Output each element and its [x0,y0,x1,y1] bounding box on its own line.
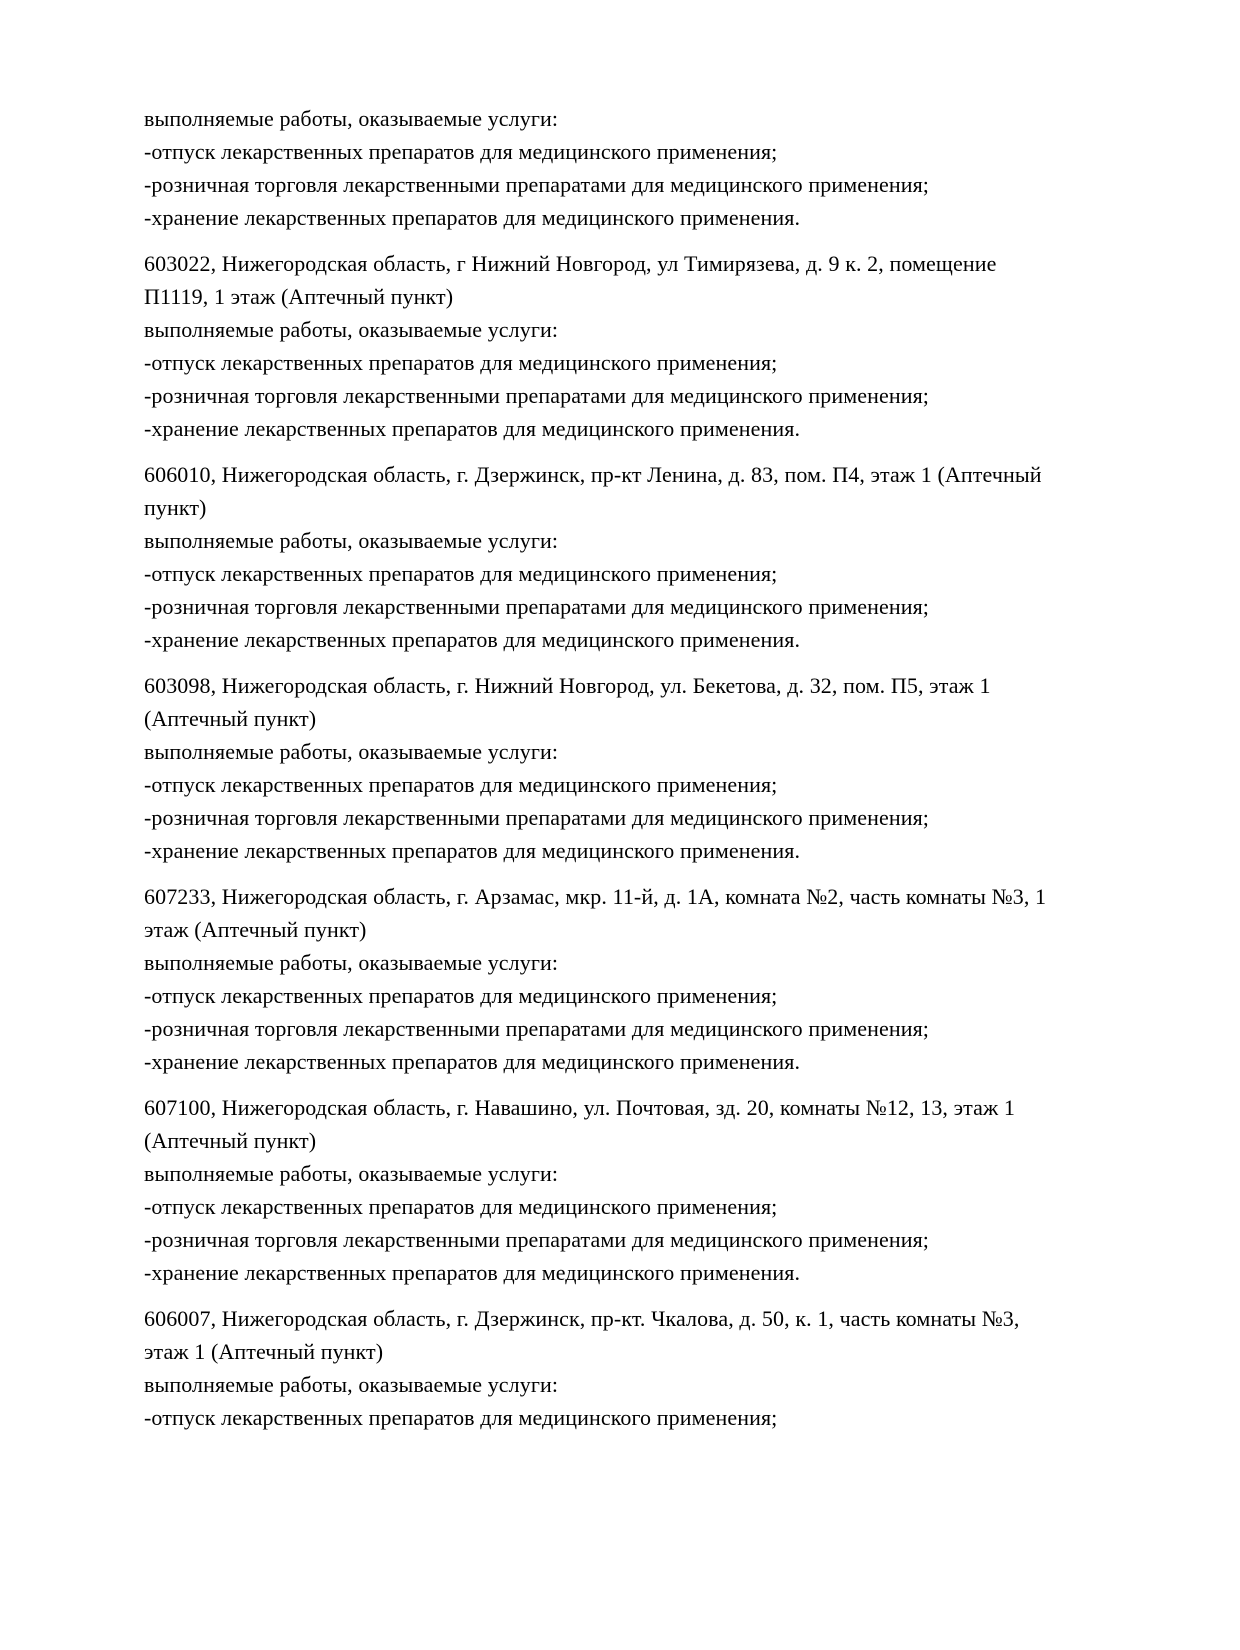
address-line: этаж (Аптечный пункт) [144,917,367,942]
service-item: -хранение лекарственных препаратов для медицинского применения. [144,1260,801,1285]
service-item: -отпуск лекарственных препаратов для медицинского применения; [144,983,778,1008]
service-item: -хранение лекарственных препаратов для медицинского применения. [144,205,801,230]
service-item: -розничная торговля лекарственными препаратами для медицинского применения; [144,594,930,619]
license-entry [144,247,1200,445]
license-entry [144,102,1200,234]
service-item: -хранение лекарственных препаратов для медицинского применения. [144,1049,801,1074]
license-entry [144,458,1200,656]
license-entry [144,880,1200,1078]
license-entry [144,1302,1200,1434]
address-line: 603022, Нижегородская область, г Нижний Новгород, ул Тимирязева, д. 9 к. 2, помещение [144,251,997,276]
services-heading: выполняемые работы, оказываемые услуги: [144,950,559,975]
services-heading: выполняемые работы, оказываемые услуги: [144,106,559,131]
address-line: 603098, Нижегородская область, г. Нижний Новгород, ул. Бекетова, д. 32, пом. П5, этаж 1 [144,673,991,698]
service-item: -розничная торговля лекарственными препаратами для медицинского применения; [144,172,930,197]
service-item: -розничная торговля лекарственными препаратами для медицинского применения; [144,805,930,830]
service-item: -отпуск лекарственных препаратов для медицинского применения; [144,1194,778,1219]
address-line: (Аптечный пункт) [144,1128,317,1153]
address-line: 606010, Нижегородская область, г. Дзержинск, пр-кт Ленина, д. 83, пом. П4, этаж 1 (Аптечный [144,462,1042,487]
service-item: -отпуск лекарственных препаратов для медицинского применения; [144,1405,778,1430]
service-item: -розничная торговля лекарственными препаратами для медицинского применения; [144,383,930,408]
services-heading: выполняемые работы, оказываемые услуги: [144,739,559,764]
service-item: -розничная торговля лекарственными препаратами для медицинского применения; [144,1016,930,1041]
address-line: пункт) [144,495,207,520]
services-heading: выполняемые работы, оказываемые услуги: [144,1161,559,1186]
address-line: 606007, Нижегородская область, г. Дзержинск, пр-кт. Чкалова, д. 50, к. 1, часть комнаты №3, [144,1306,1020,1331]
address-line: 607100, Нижегородская область, г. Навашино, ул. Почтовая, зд. 20, комнаты №12, 13, этаж 1 [144,1095,1016,1120]
license-entry [144,669,1200,867]
service-item: -отпуск лекарственных препаратов для медицинского применения; [144,350,778,375]
service-item: -хранение лекарственных препаратов для медицинского применения. [144,627,801,652]
service-item: -розничная торговля лекарственными препаратами для медицинского применения; [144,1227,930,1252]
service-item: -хранение лекарственных препаратов для медицинского применения. [144,838,801,863]
address-line: 607233, Нижегородская область, г. Арзамас, мкр. 11-й, д. 1А, комната №2, часть комнаты №3, 1 [144,884,1047,909]
address-line: этаж 1 (Аптечный пункт) [144,1339,384,1364]
services-heading: выполняемые работы, оказываемые услуги: [144,528,559,553]
service-item: -отпуск лекарственных препаратов для медицинского применения; [144,139,778,164]
address-line: П1119, 1 этаж (Аптечный пункт) [144,284,454,309]
address-line: (Аптечный пункт) [144,706,317,731]
service-item: -хранение лекарственных препаратов для медицинского применения. [144,416,801,441]
services-heading: выполняемые работы, оказываемые услуги: [144,317,559,342]
service-item: -отпуск лекарственных препаратов для медицинского применения; [144,561,778,586]
license-entry [144,1091,1200,1289]
services-heading: выполняемые работы, оказываемые услуги: [144,1372,559,1397]
service-item: -отпуск лекарственных препаратов для медицинского применения; [144,772,778,797]
